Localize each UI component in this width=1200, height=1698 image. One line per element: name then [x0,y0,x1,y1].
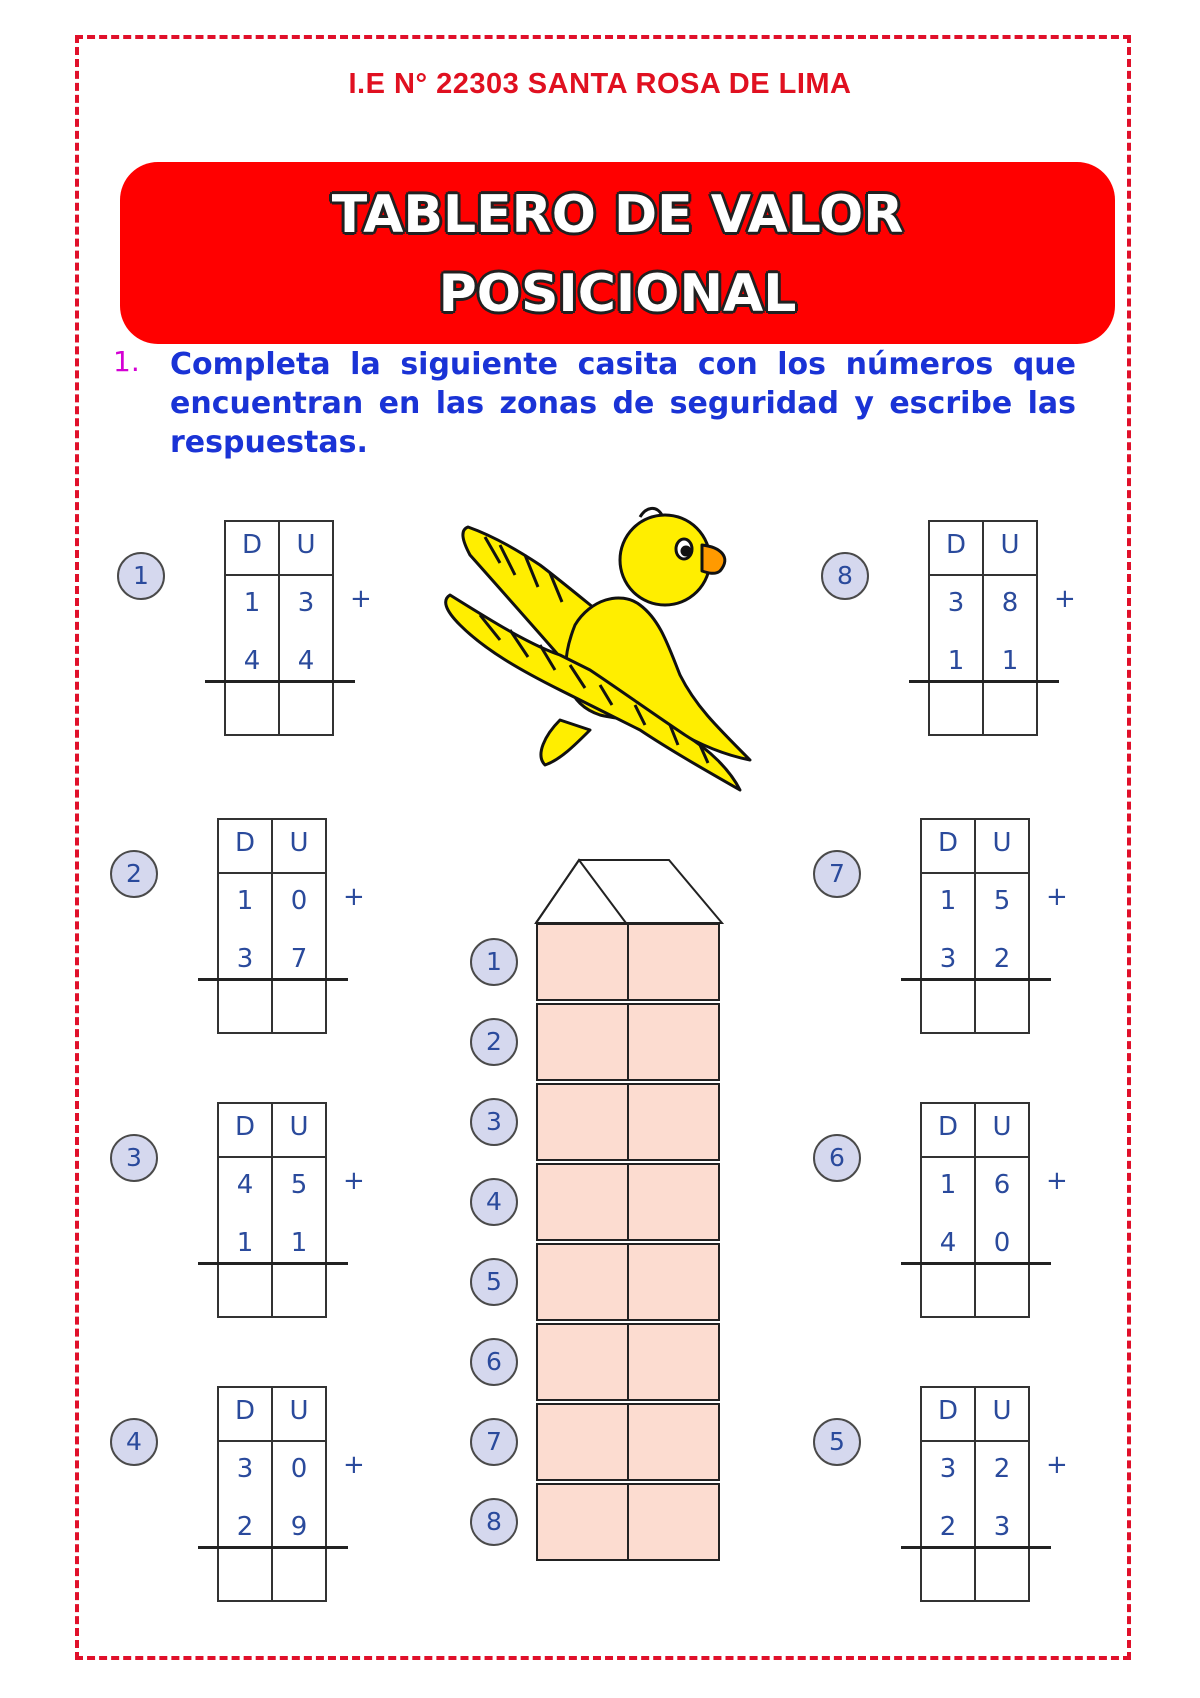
answer-tens-cell[interactable] [219,1554,271,1600]
addend2-units: 4 [297,646,315,676]
addend1-units: 8 [1001,588,1019,618]
addition-problem [819,520,1076,750]
addend1-tens: 1 [939,1170,957,1200]
plus-sign: + [343,882,365,912]
title-line-1: TABLERO DE VALOR [331,185,904,245]
answer-tens-cell[interactable] [219,986,271,1032]
yellow-bird-icon [440,505,790,800]
addend2-units: 9 [290,1512,308,1542]
addend1-tens: 1 [939,886,957,916]
addition-problem [115,520,372,750]
addend1-units: 0 [290,1454,308,1484]
answer-units-cell[interactable] [984,688,1036,734]
header-u: U [289,1112,309,1142]
sum-line [205,680,355,683]
header-d: D [234,828,256,858]
answer-tens-cell[interactable] [922,986,974,1032]
header-u: U [289,828,309,858]
answer-units-cell[interactable] [976,1554,1028,1600]
addend2-units: 1 [1001,646,1019,676]
addend1-units: 2 [993,1454,1011,1484]
addend1-tens: 1 [243,588,261,618]
answer-units-cell[interactable] [273,986,325,1032]
house-chart [470,855,730,1575]
house-row[interactable] [536,1243,720,1321]
house-row-number-badge: 2 [470,1018,518,1066]
house-row-number-badge: 7 [470,1418,518,1466]
answer-tens-cell[interactable] [930,688,982,734]
problem-number-badge: 8 [821,552,869,600]
place-value-table [920,1386,1030,1602]
addend1-tens: 3 [939,1454,957,1484]
school-name: I.E N° 22303 SANTA ROSA DE LIMA [348,68,852,100]
header-d: D [234,1112,256,1142]
plus-sign: + [343,1166,365,1196]
header-u: U [992,1112,1012,1142]
page-title [120,176,1115,334]
addend1-units: 6 [993,1170,1011,1200]
header-d: D [234,1396,256,1426]
plus-sign: + [1054,584,1076,614]
house-row-number-badge: 3 [470,1098,518,1146]
plus-sign: + [1046,1166,1068,1196]
sum-line [901,978,1051,981]
addend1-tens: 4 [236,1170,254,1200]
addend2-tens: 3 [939,944,957,974]
header-d: D [937,1112,959,1142]
title-banner [120,162,1115,344]
header-u: U [289,1396,309,1426]
header-d: D [937,828,959,858]
header-u: U [296,530,316,560]
answer-units-cell[interactable] [280,688,332,734]
answer-tens-cell[interactable] [922,1554,974,1600]
house-row-number-badge: 1 [470,938,518,986]
addend1-units: 5 [993,886,1011,916]
addition-problem [811,1386,1068,1616]
header-d: D [241,530,263,560]
addend2-units: 7 [290,944,308,974]
addend2-units: 1 [290,1228,308,1258]
place-value-table [920,1102,1030,1318]
answer-tens-cell[interactable] [219,1270,271,1316]
place-value-table [928,520,1038,736]
answer-units-cell[interactable] [273,1270,325,1316]
house-row[interactable] [536,1403,720,1481]
header-u: U [992,1396,1012,1426]
problem-number-badge: 7 [813,850,861,898]
plus-sign: + [1046,882,1068,912]
problem-number-badge: 6 [813,1134,861,1182]
place-value-table [224,520,334,736]
addend1-tens: 3 [236,1454,254,1484]
addend2-units: 3 [993,1512,1011,1542]
header-u: U [992,828,1012,858]
addend1-units: 5 [290,1170,308,1200]
place-value-table [920,818,1030,1034]
house-row-number-badge: 4 [470,1178,518,1226]
header-u: U [1000,530,1020,560]
plus-sign: + [1046,1450,1068,1480]
addend2-tens: 2 [236,1512,254,1542]
place-value-table [217,818,327,1034]
addend2-tens: 3 [236,944,254,974]
addition-problem [108,1102,365,1332]
addend2-tens: 2 [939,1512,957,1542]
instruction-number: 1. [113,345,140,378]
addend1-tens: 3 [947,588,965,618]
addend2-units: 2 [993,944,1011,974]
header-d: D [945,530,967,560]
addend2-tens: 1 [947,646,965,676]
addend2-tens: 4 [243,646,261,676]
problem-number-badge: 3 [110,1134,158,1182]
sum-line [909,680,1059,683]
addend2-tens: 4 [939,1228,957,1258]
problem-number-badge: 5 [813,1418,861,1466]
title-line-2: POSICIONAL [438,264,797,324]
house-roof [534,855,724,925]
addend1-tens: 1 [236,886,254,916]
plus-sign: + [343,1450,365,1480]
sum-line [901,1546,1051,1549]
addend2-units: 0 [993,1228,1011,1258]
addition-problem [811,818,1068,1048]
house-row-number-badge: 5 [470,1258,518,1306]
answer-units-cell[interactable] [976,1270,1028,1316]
house-row-number-badge: 6 [470,1338,518,1386]
place-value-table [217,1102,327,1318]
answer-units-cell[interactable] [273,1554,325,1600]
addition-problem [108,818,365,1048]
answer-tens-cell[interactable] [226,688,278,734]
problem-number-badge: 4 [110,1418,158,1466]
addition-problem [811,1102,1068,1332]
house-row[interactable] [536,1483,720,1561]
instruction-text: Completa la siguiente casita con los números que encuentran en las zonas de seguridad y escribe las respuestas. [170,347,1076,460]
problem-number-badge: 1 [117,552,165,600]
header-d: D [937,1396,959,1426]
addend1-units: 0 [290,886,308,916]
house-row[interactable] [536,923,720,1001]
house-row[interactable] [536,1003,720,1081]
house-row[interactable] [536,1323,720,1401]
answer-tens-cell[interactable] [922,1270,974,1316]
sum-line [198,1262,348,1265]
sum-line [198,1546,348,1549]
sum-line [901,1262,1051,1265]
sum-line [198,978,348,981]
addend1-units: 3 [297,588,315,618]
place-value-table [217,1386,327,1602]
answer-units-cell[interactable] [976,986,1028,1032]
house-row[interactable] [536,1163,720,1241]
plus-sign: + [350,584,372,614]
house-row-number-badge: 8 [470,1498,518,1546]
addend2-tens: 1 [236,1228,254,1258]
problem-number-badge: 2 [110,850,158,898]
addition-problem [108,1386,365,1616]
house-row[interactable] [536,1083,720,1161]
